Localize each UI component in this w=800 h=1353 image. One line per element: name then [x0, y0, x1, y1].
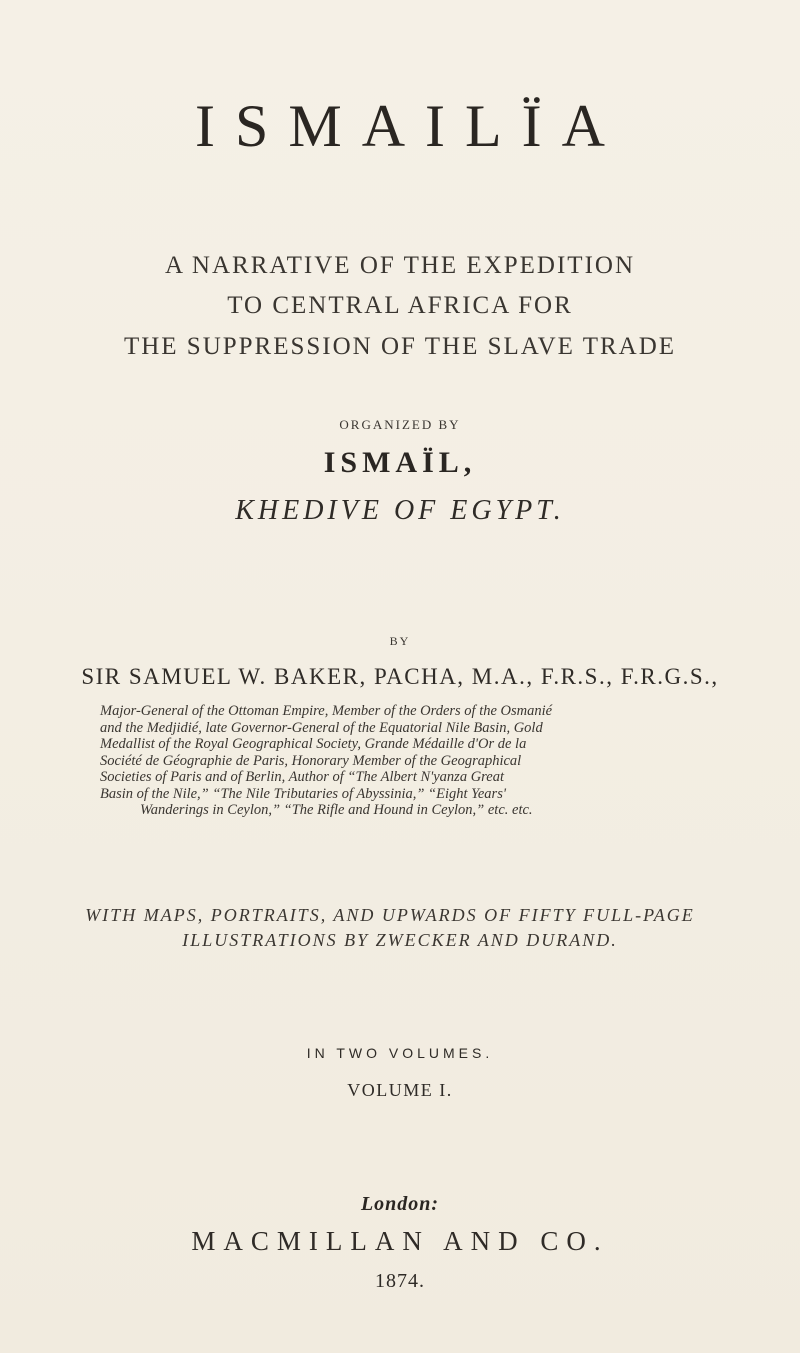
- credentials-line: Major-General of the Ottoman Empire, Member of the Orders of the Osmanié: [100, 703, 553, 719]
- by-label: BY: [389, 634, 411, 648]
- credentials-line: and the Medjidié, late Governor-General of the Equatorial Nile Basin, Gold: [100, 719, 543, 736]
- credentials-line: Societies of Paris and of Berlin, Author of “The Albert N'yanza Great: [100, 769, 504, 785]
- illustrations-line-2: ILLUSTRATIONS BY ZWECKER AND DURAND.: [182, 930, 618, 950]
- publication-year: 1874.: [375, 1270, 425, 1292]
- subtitle-line-1: A NARRATIVE OF THE EXPEDITION: [164, 252, 636, 279]
- author-name: SIR SAMUEL W. BAKER, PACHA, M.A., F.R.S., F.R.G.S.,: [81, 664, 719, 689]
- author-credentials: [100, 703, 660, 819]
- subtitle-line-2: TO CENTRAL AFRICA FOR: [227, 292, 573, 319]
- khedive-title: KHEDIVE OF EGYPT.: [235, 495, 565, 526]
- credentials-line: Medallist of the Royal Geographical Society, Grande Médaille d'Or de la: [100, 736, 527, 752]
- organized-by-label: ORGANIZED BY: [339, 417, 461, 432]
- ismail-name: ISMAÏL,: [323, 446, 477, 479]
- illustrations-line-1: WITH MAPS, PORTRAITS, AND UPWARDS OF FIFTY FULL-PAGE: [85, 905, 695, 925]
- publisher-name: MACMILLAN AND CO.: [191, 1226, 609, 1256]
- imprint-city: London:: [360, 1193, 440, 1215]
- credentials-line: Basin of the Nile,” “The Nile Tributaries of Abyssinia,” “Eight Years': [100, 785, 506, 802]
- volume-number: VOLUME I.: [347, 1080, 453, 1100]
- volumes-count: IN TWO VOLUMES.: [306, 1045, 494, 1061]
- credentials-line: Wanderings in Ceylon,” “The Rifle and Hound in Ceylon,” etc. etc.: [140, 802, 533, 818]
- subtitle-line-3: THE SUPPRESSION OF THE SLAVE TRADE: [123, 333, 677, 360]
- credentials-line: Société de Géographie de Paris, Honorary Member of the Geographical: [100, 752, 522, 769]
- book-title: ISMAILÏA: [195, 93, 625, 159]
